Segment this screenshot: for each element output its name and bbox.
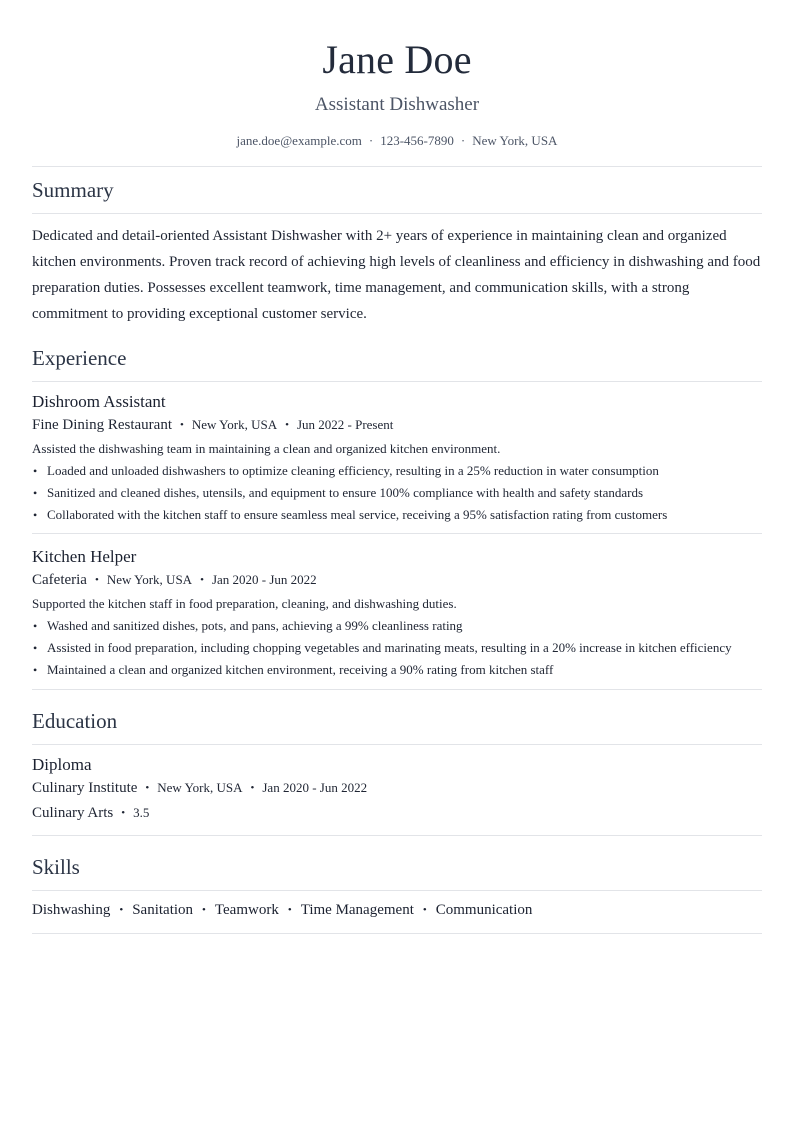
institution-location: New York, USA xyxy=(157,780,243,795)
bullet-text: Loaded and unloaded dishwashers to optimize cleaning efficiency, resulting in a 25% reduction in water consumption xyxy=(47,463,659,478)
job-dates: Jun 2022 - Present xyxy=(296,417,394,432)
contact-email[interactable]: jane.doe@example.com xyxy=(236,133,362,148)
job-title: Dishroom Assistant xyxy=(32,392,166,411)
bullet-text: Sanitized and cleaned dishes, utensils, and equipment to ensure 100% compliance with health and safety standards xyxy=(47,485,644,500)
education-section xyxy=(32,708,762,836)
list-item xyxy=(32,617,762,635)
section-end-divider xyxy=(32,933,762,934)
skill-item: Sanitation xyxy=(132,902,194,918)
meta-dot: • xyxy=(250,782,255,794)
job-bullets xyxy=(32,617,762,679)
bullet-icon: • xyxy=(33,663,38,677)
skill-item: Communication xyxy=(435,902,533,918)
bullet-text: Maintained a clean and organized kitchen environment, receiving a 90% rating from kitchen staff xyxy=(47,662,554,677)
candidate-name: Jane Doe xyxy=(322,37,472,82)
institution-name: Culinary Institute xyxy=(32,780,138,796)
section-end-divider xyxy=(32,689,762,690)
list-item xyxy=(32,661,762,679)
section-divider xyxy=(32,744,762,745)
skill-item: Teamwork xyxy=(214,902,279,918)
summary-text: Dedicated and detail-oriented Assistant Dishwasher with 2+ years of experience in maintaining clean and organized kitchen environments. Proven track record of achieving high levels of cleanliness and efficiency in dishwashing and food preparation duties. Possesses excellent teamwork, time management, and communication skills, with a strong commitment to providing exceptional customer service. xyxy=(32,228,761,322)
meta-dot: • xyxy=(200,574,204,586)
skill-separator: • xyxy=(422,904,427,916)
job-description: Supported the kitchen staff in food preparation, cleaning, and dishwashing duties. xyxy=(32,596,457,611)
job-description: Assisted the dishwashing team in maintaining a clean and organized kitchen environment. xyxy=(32,441,501,456)
job-company: Cafeteria xyxy=(32,572,87,588)
skill-item: Time Management xyxy=(300,902,414,918)
skill-item: Dishwashing xyxy=(32,902,111,918)
section-divider xyxy=(32,890,762,891)
header-divider xyxy=(32,166,762,167)
job-bullets xyxy=(32,462,762,524)
skills-section xyxy=(32,854,762,934)
list-item xyxy=(32,462,762,480)
job-company: Fine Dining Restaurant xyxy=(32,417,172,433)
bullet-text: Assisted in food preparation, including chopping vegetables and marinating meats, resulting in a 20% increase in kitchen efficiency xyxy=(47,640,732,655)
resume-page xyxy=(32,0,762,934)
degree-title: Diploma xyxy=(32,755,92,774)
contact-phone[interactable]: 123-456-7890 xyxy=(380,133,454,148)
contact-separator: · xyxy=(460,133,466,148)
contact-location: New York, USA xyxy=(472,133,558,148)
section-divider xyxy=(32,213,762,214)
job-location: New York, USA xyxy=(106,572,193,587)
bullet-icon: • xyxy=(33,619,38,633)
meta-dot: • xyxy=(179,419,184,431)
meta-dot: • xyxy=(121,807,126,819)
contact-separator: · xyxy=(368,133,374,148)
list-item xyxy=(32,484,762,502)
contact-line xyxy=(32,133,762,149)
candidate-role: Assistant Dishwasher xyxy=(314,94,480,115)
section-end-divider xyxy=(32,835,762,836)
bullet-text: Collaborated with the kitchen staff to ensure seamless meal service, receiving a 95% satisfaction rating from customers xyxy=(47,507,668,522)
section-title-summary: Summary xyxy=(32,178,114,202)
job-location: New York, USA xyxy=(191,417,278,432)
skill-separator: • xyxy=(119,904,124,916)
bullet-icon: • xyxy=(33,464,38,478)
entry-divider xyxy=(32,533,762,534)
section-title-education: Education xyxy=(32,709,118,733)
job-title: Kitchen Helper xyxy=(32,547,137,566)
section-title-skills: Skills xyxy=(32,855,80,879)
job-meta xyxy=(32,571,762,590)
section-title-experience: Experience xyxy=(32,346,127,370)
list-item xyxy=(32,639,762,657)
education-meta xyxy=(32,779,762,798)
bullet-icon: • xyxy=(33,486,38,500)
job-dates: Jan 2020 - Jun 2022 xyxy=(211,572,317,587)
bullet-icon: • xyxy=(33,508,38,522)
bullet-text: Washed and sanitized dishes, pots, and pans, achieving a 99% cleanliness rating xyxy=(47,618,463,633)
job-entry xyxy=(32,546,762,679)
resume-header xyxy=(32,37,762,149)
gpa-value: 3.5 xyxy=(133,805,150,820)
bullet-icon: • xyxy=(33,641,38,655)
list-item xyxy=(32,506,762,524)
meta-dot: • xyxy=(145,782,150,794)
field-of-study: Culinary Arts xyxy=(32,805,114,821)
job-entry xyxy=(32,391,762,524)
summary-section xyxy=(32,177,762,327)
skill-separator: • xyxy=(202,904,206,916)
education-field-line xyxy=(32,804,762,823)
meta-dot: • xyxy=(94,574,99,586)
skills-list xyxy=(32,900,762,921)
job-meta xyxy=(32,416,762,435)
section-divider xyxy=(32,381,762,382)
education-dates: Jan 2020 - Jun 2022 xyxy=(262,780,368,795)
meta-dot: • xyxy=(285,419,289,431)
experience-section xyxy=(32,345,762,690)
education-entry xyxy=(32,754,762,823)
skill-separator: • xyxy=(287,904,292,916)
